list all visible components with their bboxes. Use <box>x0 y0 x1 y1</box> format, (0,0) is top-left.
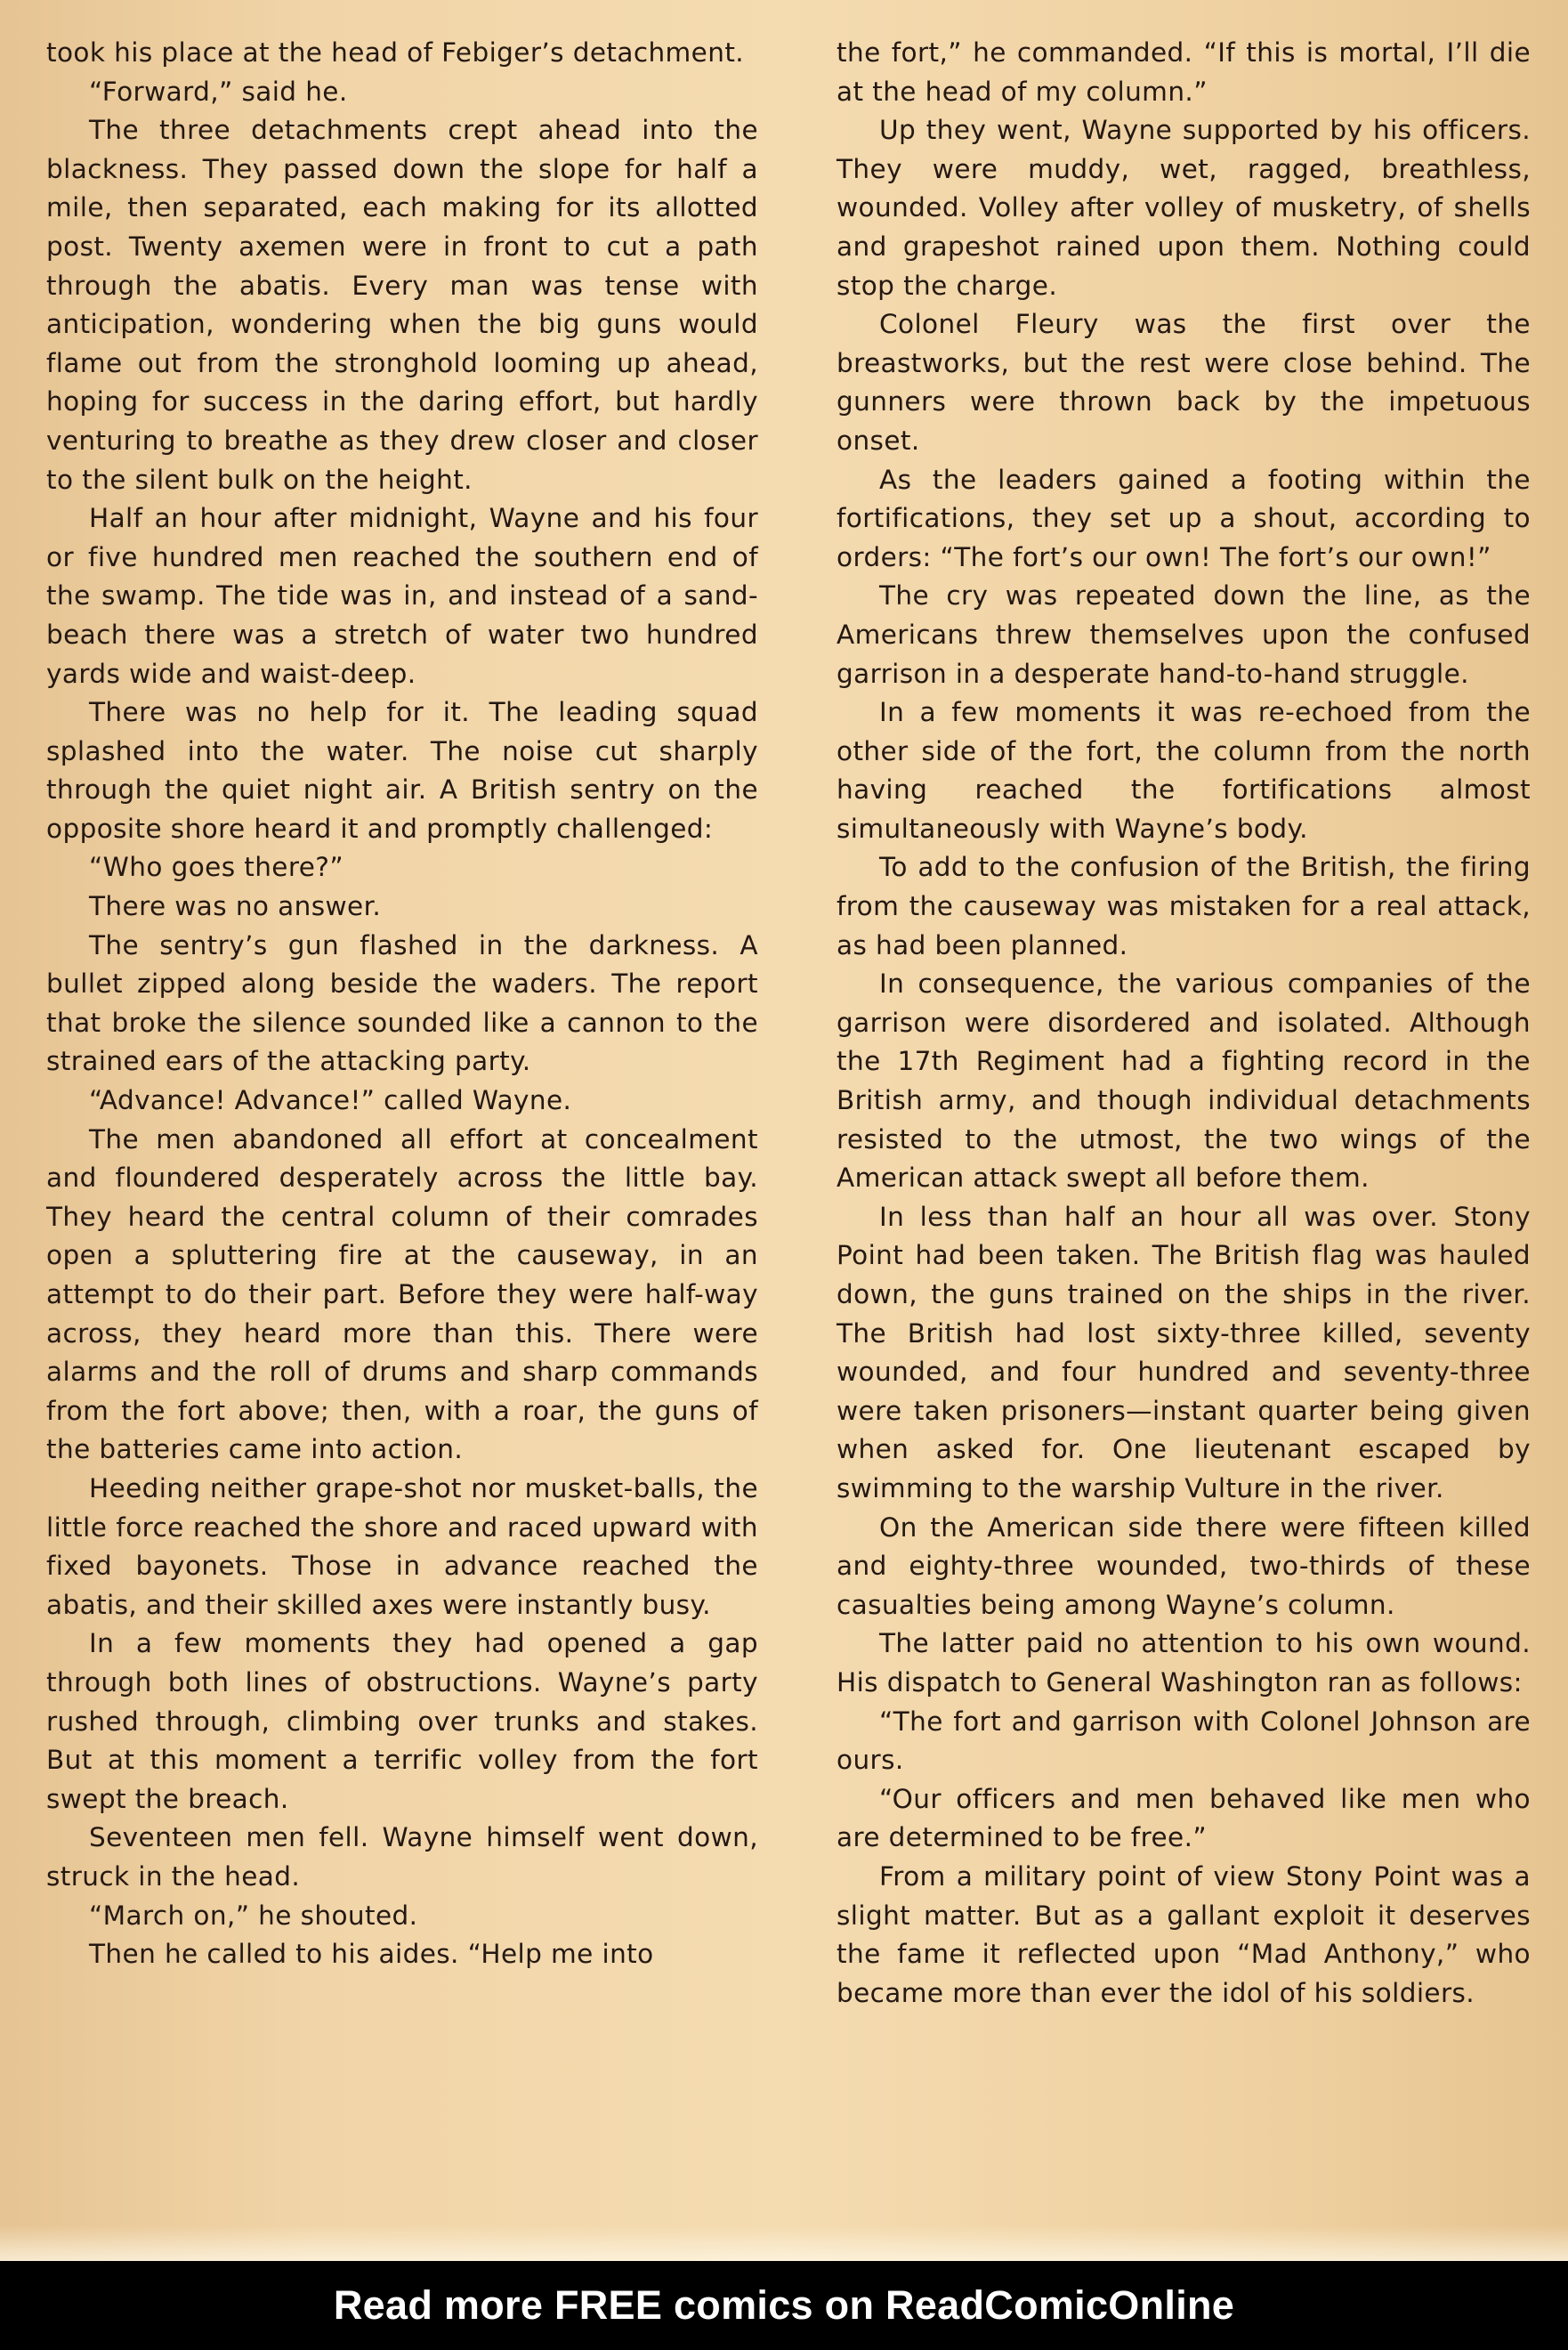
paragraph: the fort,” he commanded. “If this is mortal, I’ll die at the head of my column.” <box>837 37 1531 107</box>
paragraph: Up they went, Wayne supported by his officers. They were muddy, wet, ragged, breathless, wounded. Volley after volley of musketry, of shells and grapeshot rained upon them. Nothing could stop the charge. <box>837 115 1531 301</box>
paragraph: “Forward,” said he. <box>89 76 348 107</box>
paragraph: In less than half an hour all was over. Stony Point had been taken. The British flag was hauled down, the guns trained on the ships in the river. The British had lost sixty-three killed, seventy wounded, and four hundred and seventy-three were taken prisoners—instant quarter being given when asked for. One lieutenant escaped by swimming to the warship Vulture in the river. <box>837 1201 1531 1503</box>
right-text-column <box>837 34 1531 2013</box>
paragraph: In a few moments they had opened a gap through both lines of obstructions. Wayne’s party rushed through, climbing over trunks and stakes. But at this moment a terrific volley from the fort swept the breach. <box>46 1628 758 1814</box>
paragraph: Seventeen men fell. Wayne himself went down, struck in the head. <box>46 1822 758 1892</box>
paragraph: Half an hour after midnight, Wayne and his four or five hundred men reached the southern end of the swamp. The tide was in, and instead of a sand-beach there was a stretch of water two hundred yards wide and waist-deep. <box>46 503 758 689</box>
paragraph: took his place at the head of Febiger’s detachment. <box>46 37 745 68</box>
paragraph: The men abandoned all effort at concealment and floundered desperately across the little bay. They heard the central column of their comrades open a spluttering fire at the causeway, in an attempt to do their part. Before they were half-way across, they heard more than this. There were alarms and the roll of drums and sharp commands from the fort above; then, with a roar, the guns of the batteries came into action. <box>46 1123 758 1465</box>
paragraph: “Our officers and men behaved like men who are determined to be free.” <box>837 1783 1531 1853</box>
paragraph: There was no help for it. The leading squad splashed into the water. The noise cut sharply through the quiet night air. A British sentry on the opposite shore heard it and promptly challenged: <box>46 697 758 844</box>
footer-banner[interactable] <box>0 2261 1568 2350</box>
paragraph: “March on,” he shouted. <box>89 1900 418 1931</box>
left-text-column <box>46 34 758 1974</box>
paragraph: Colonel Fleury was the first over the breastworks, but the rest were close behind. The gunners were thrown back by the impetuous onset. <box>837 309 1531 456</box>
paragraph: “Advance! Advance!” called Wayne. <box>89 1085 572 1116</box>
paragraph: In a few moments it was re-echoed from the other side of the fort, the column from the north having reached the fortifications almost simultaneously with Wayne’s body. <box>837 697 1531 844</box>
paragraph: From a military point of view Stony Point was a slight matter. But as a gallant exploit it deserves the fame it reflected upon “Mad Anthony,” who became more than ever the idol of his soldiers. <box>837 1860 1531 2008</box>
footer-banner-text[interactable]: Read more FREE comics on ReadComicOnline <box>333 2282 1235 2328</box>
paragraph: To add to the confusion of the British, the firing from the causeway was mistaken for a real attack, as had been planned. <box>837 852 1531 960</box>
paragraph: There was no answer. <box>89 891 382 922</box>
paragraph: As the leaders gained a footing within the fortifications, they set up a shout, according to orders: “The fort’s our own! The fort’s our own!” <box>837 464 1531 572</box>
paragraph: “Who goes there?” <box>89 852 344 883</box>
paragraph: Heeding neither grape-shot nor musket-balls, the little force reached the shore and raced upward with fixed bayonets. Those in advance reached the abatis, and their skilled axes were instantly busy. <box>46 1472 758 1620</box>
paragraph: The sentry’s gun flashed in the darkness. A bullet zipped along beside the waders. The report that broke the silence sounded like a cannon to the strained ears of the attacking party. <box>46 929 758 1077</box>
paragraph: “The fort and garrison with Colonel Johnson are ours. <box>837 1706 1531 1776</box>
paragraph: The three detachments crept ahead into the blackness. They passed down the slope for half a mile, then separated, each making for its allotted post. Twenty axemen were in front to cut a path through the abatis. Every man was tense with anticipation, wondering when the big guns would flame out from the stronghold looming up ahead, hoping for success in the daring effort, but hardly venturing to breathe as they drew closer and closer to the silent bulk on the height. <box>46 115 758 495</box>
paragraph: Then he called to his aides. “Help me into <box>89 1939 654 1970</box>
paragraph: On the American side there were fifteen killed and eighty-three wounded, two-thirds of these casualties being among Wayne’s column. <box>837 1511 1531 1620</box>
paragraph: In consequence, the various companies of the garrison were disordered and isolated. Although the 17th Regiment had a fighting record in the British army, and though individual detachments resisted to the utmost, the two wings of the American attack swept all before them. <box>837 968 1531 1194</box>
paragraph: The cry was repeated down the line, as the Americans threw themselves upon the confused garrison in a desperate hand-to-hand struggle. <box>837 580 1531 689</box>
paragraph: The latter paid no attention to his own wound. His dispatch to General Washington ran as follows: <box>837 1628 1531 1698</box>
